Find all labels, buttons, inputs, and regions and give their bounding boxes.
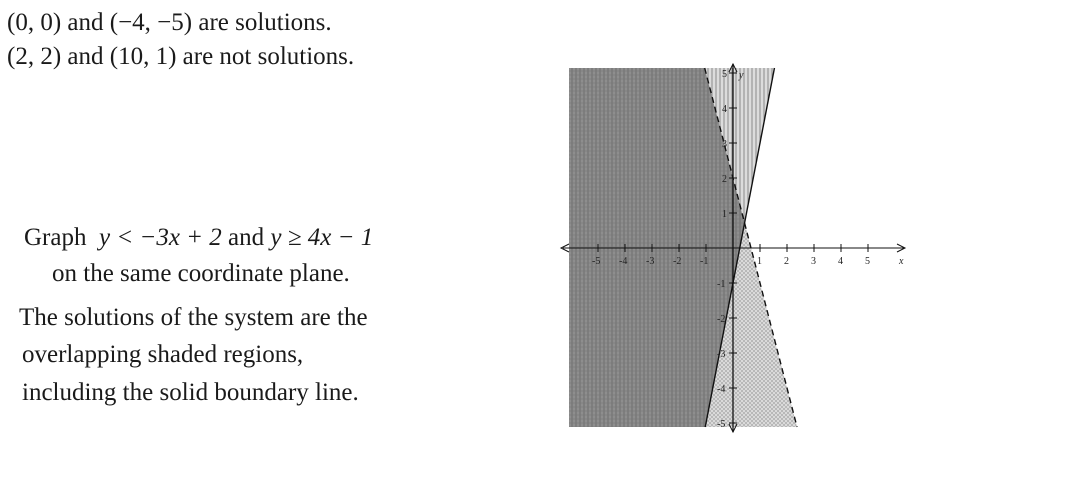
y-tick-label: 1 [722,209,727,220]
y-tick-label: 4 [722,104,727,115]
y-tick-label: -4 [717,384,726,395]
x-tick-label: 4 [838,256,843,267]
inequality-1: y < −3x + 2 [98,224,222,251]
and-word: and [228,224,265,251]
graph-word: Graph [24,224,87,251]
graph-instruction-continued: on the same coordinate plane. [52,260,350,287]
x-tick-label: -4 [619,256,628,267]
graph-instruction [24,223,373,253]
x-tick-label: 3 [811,256,816,267]
inequality-2: y ≥ 4x − 1 [270,224,374,251]
y-tick-label: -2 [717,314,726,325]
solution-note-line-1: The solutions of the system are the [19,304,368,331]
x-tick-label: -2 [673,256,682,267]
y-tick-label: -1 [717,279,726,290]
y-axis-label: y [739,70,744,81]
x-tick-label: -5 [592,256,601,267]
x-tick-label: 5 [865,256,870,267]
x-tick-label: 2 [784,256,789,267]
y-tick-label: -5 [717,419,726,430]
y-tick-label: 2 [722,174,727,185]
inequality-graph [555,60,915,440]
solution-note-line-2: overlapping shaded regions, [22,341,304,368]
non-solutions-statement: (2, 2) and (10, 1) are not solutions. [7,43,355,70]
solution-note-line-3: including the solid boundary line. [22,379,359,406]
y-tick-label: -3 [717,349,726,360]
x-tick-label: -3 [646,256,655,267]
y-tick-label: 3 [722,139,727,150]
solutions-statement: (0, 0) and (−4, −5) are solutions. [7,9,332,36]
x-tick-label: 1 [757,256,762,267]
x-tick-label: -1 [700,256,709,267]
y-tick-label: 5 [722,69,727,80]
x-axis-label: x [899,256,904,267]
